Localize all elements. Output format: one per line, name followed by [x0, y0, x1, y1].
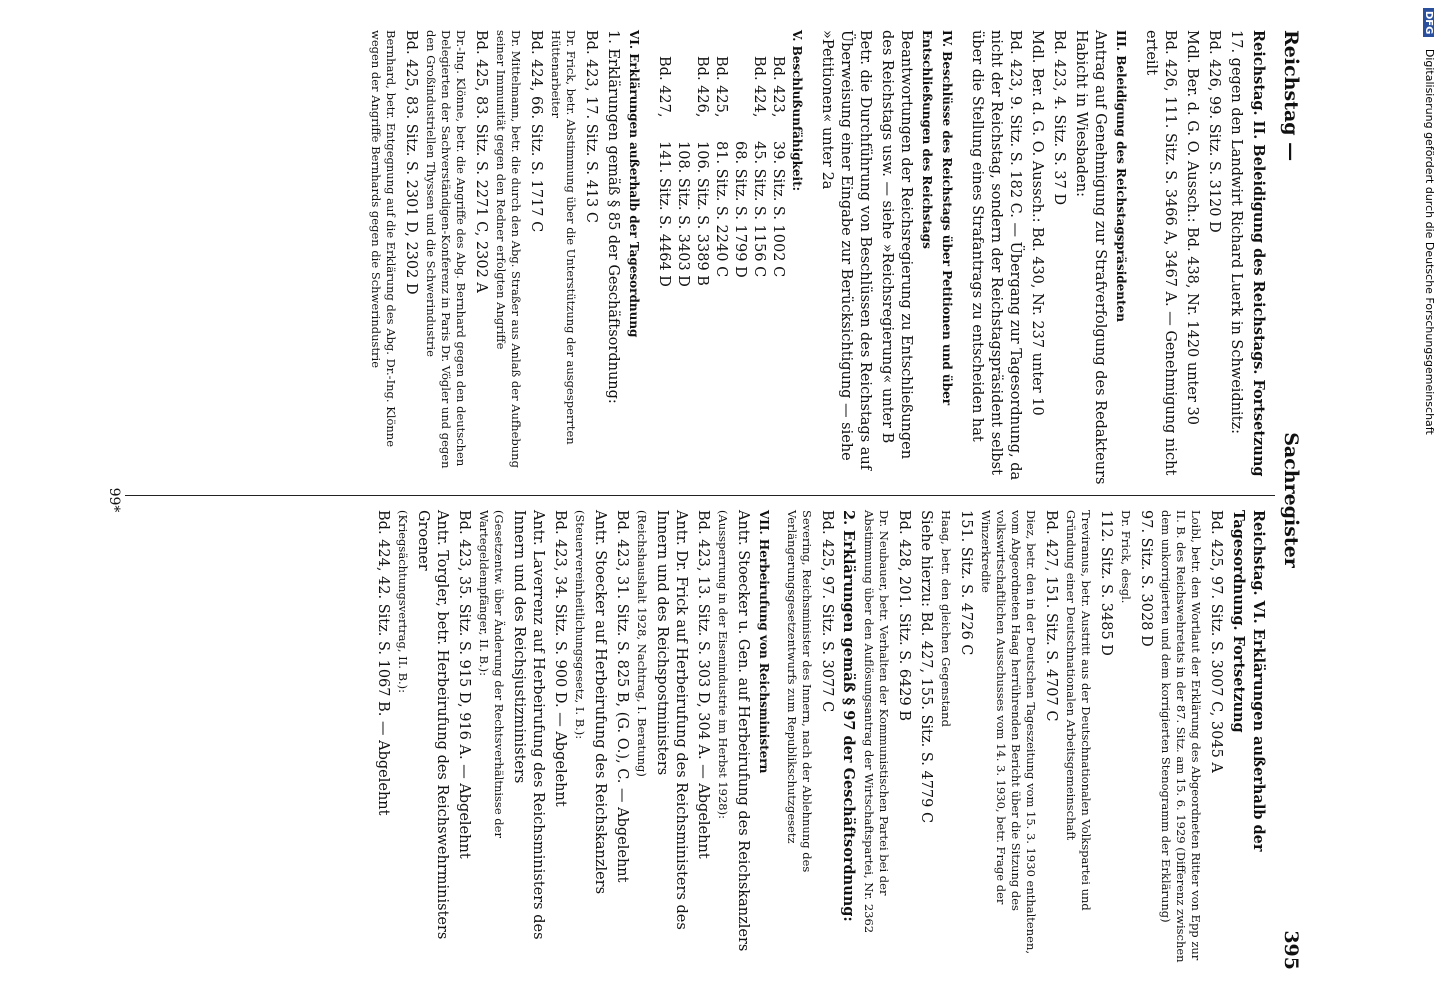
dfg-logo-icon: DFG: [1423, 8, 1434, 37]
entry-line: Bd. 428, 201. Sitz. S. 6429 B: [896, 510, 912, 722]
entry-line: 17. gegen den Landwirt Richard Luerk in Schweidnitz:: [1228, 30, 1244, 435]
subsection-heading: 2. Erklärungen gemäß § 97 der Geschäftsordnung:: [840, 510, 857, 922]
entry-line: Antr. Stoecker auf Herbeirufung des Reichskanzlers: [592, 510, 608, 895]
running-head: [1278, 30, 1302, 970]
entry-line: Bd. 423, 9. Sitz. S. 182 C. — Übergang zur Tagesordnung, da nicht der Reichstag, sondern der Reichstagspräsident selbst über die Stellung eines Strafantrags zu entscheiden hat: [969, 30, 1023, 481]
entry-line: Bd. 423, 35. Sitz. S. 915 D, 916 A. — Abgelehnt: [456, 510, 472, 859]
list-item: 108. Sitz. S. 3403 D: [675, 141, 691, 287]
entry-note: Severing, Reichsminister des Innern, nach der Ablehnung des Verlängerungsgesetzentwurfs zum Republikschutzgesetz: [785, 510, 814, 873]
rotated-page: [80, 0, 1310, 1000]
entry-note: Dr. Frick, desgl.: [1119, 510, 1133, 604]
page-number: 395: [1280, 930, 1302, 970]
list-item: Bd. 423, 39. Sitz. S. 1002 C: [770, 56, 786, 278]
entry-line: Antrag auf Genehmigung zur Strafverfolgung des Redakteurs Habicht in Wiesbaden:: [1073, 30, 1108, 485]
entry-note: Dr. Frick, betr. Abstimmung über die Unterstützung der ausgesperrten Hüttenarbeiter: [549, 30, 578, 445]
entry-line: Bd. 423, 34. Sitz. S. 900 D. — Abgelehnt: [552, 510, 568, 807]
left-column: [365, 30, 1270, 485]
entry-note: Haag, betr. den gleichen Gegenstand: [939, 510, 953, 727]
entry-line: Antr. Torgler, betr. Herbeirufung des Reichswehrministers Groener: [415, 510, 450, 940]
list-item: Bd. 427, 141. Sitz. S. 4464 D: [656, 56, 672, 287]
entry-line: 1. Erklärungen gemäß § 85 der Geschäftsordnung:: [605, 30, 621, 404]
list-item: 68. Sitz. S. 1799 D: [732, 141, 748, 278]
entry-line: Bd. 427, 151. Sitz. S. 4707 C: [1043, 510, 1059, 722]
entry-line: Bd. 425, 97. Sitz. S. 3007 C, 3045 A: [1208, 510, 1224, 773]
entry-line: Mdl. Ber. d. G. O. Aussch.: Bd. 430, Nr. 237 unter 10: [1029, 30, 1045, 416]
entry-line: Betr. die Durchführung von Beschlüssen des Reichstags auf Überweisung einer Eingabe zur Berücksichtigung — siehe »Petitionen« unter 2a: [819, 30, 873, 471]
entry-note: (Reichshaushalt 1928, Nachtrag, I. Beratung): [635, 510, 649, 777]
entry-line: 112. Sitz. S. 3485 D: [1098, 510, 1114, 656]
entry-note: Dr. Neubauer, betr. Verhalten der Kommunistischen Partei bei der Abstimmung über den Auflösungsantrag der Wirtschaftspartei, Nr. 2362: [862, 510, 891, 934]
list-item: Bd. 425, 81. Sitz. S. 2240 C: [713, 56, 729, 278]
entry-heading: Reichstag. VI. Erklärungen außerhalb der Tagesordnung. Fortsetzung: [1230, 510, 1267, 852]
entry-line: Antr. Laverrenz auf Herbeirufung des Reichsministers des Innern und des Reichsjustizministers: [511, 510, 546, 940]
entry-line: Bd. 423, 13. Sitz. S. 303 D, 304 A. — Abgelehnt: [695, 510, 711, 859]
entry-note: (Kriegsächtungsvertrag, II. B.):: [396, 510, 410, 694]
section-heading: VII. Herbeirufung von Reichsministern: [757, 510, 771, 774]
entry-heading: Reichstag. II. Beleidigung des Reichstags. Fortsetzung: [1250, 30, 1267, 477]
entry-line: Siehe hierzu: Bd. 427, 155. Sitz. S. 4779 C: [918, 510, 934, 824]
running-head-left: Reichstag —: [1280, 30, 1302, 162]
entry-line: Bd. 425, 83. Sitz. S. 2271 C, 2302 A: [473, 30, 489, 293]
entry-line: Bd. 424, 42. Sitz. S. 1067 B. — Abgelehnt: [375, 510, 391, 816]
entry-line: Bd. 426, 111. Sitz. S. 3466 A, 3467 A. — Genehmigung nicht erteilt: [1143, 30, 1178, 476]
section-heading: V. Beschlußunfähigkeit:: [790, 30, 804, 192]
dfg-credit-text: Digitalisierung gefördert durch die Deutsche Forschungsgemeinschaft: [1423, 48, 1436, 435]
entry-line: Antr. Dr. Frick auf Herbeirufung des Reichsministers des Innern und des Reichspostministers: [654, 510, 689, 930]
entry-line: Mdl. Ber. d. G. O. Aussch.: Bd. 438, Nr. 1420 unter 30: [1184, 30, 1200, 425]
entry-line: Bd. 423, 31. Sitz. S. 825 B, (G. O.), C. — Abgelehnt: [614, 510, 630, 883]
entry-note: (Steuervereinheitlichungsgesetz, I. B.):: [573, 510, 587, 740]
right-column: [370, 510, 1270, 965]
column-divider: [125, 495, 1275, 496]
signature-mark: 99*: [106, 487, 122, 513]
section-heading: IV. Beschlüsse des Reichstags über Petitionen und über Entschließungen des Reichstags: [920, 30, 954, 406]
entry-note: Loibl, betr. den Wortlaut der Erklärung des Abgeordneten Ritter von Epp zur II. B. des Reichswehretats in der 87. Sitz. am 15. 6. 1929 (Differenz zwischen dem unkorrigierten und dem korrigierten Stenogramm der Erklärung): [1159, 510, 1203, 963]
entry-note: (Gesetzentw. über Änderung der Rechtsverhältnisse der Wartegeldempfänger, II. B.):: [477, 510, 506, 838]
running-head-title: Sachregister: [1280, 432, 1302, 568]
entry-note: Bernhard, betr. Entgegnung auf die Erklärung des Abg. Dr.-Ing. Klönne wegen der Angriffe Bernhards gegen die Schwerindustrie: [369, 30, 398, 448]
entry-line: Bd. 423, 17. Sitz. S. 413 C: [583, 30, 599, 223]
entry-line: Beantwortungen der Reichsregierung zu Entschließungen des Reichstags usw. — siehe »Reichsregierung« unter B: [879, 30, 914, 460]
entry-line: Bd. 425, 83. Sitz. S. 2301 D, 2302 D: [403, 30, 419, 295]
list-item: Bd. 424, 45. Sitz. S. 1156 C: [751, 56, 767, 278]
section-heading: VI. Erklärungen außerhalb der Tagesordnung: [627, 30, 641, 338]
section-heading: III. Beleidigung des Reichstagspräsidenten: [1114, 30, 1128, 322]
dfg-credit-strip: [1412, 0, 1436, 1000]
entry-line: Bd. 426, 99. Sitz. S. 3120 D: [1206, 30, 1222, 233]
entry-line: Antr. Stoecker u. Gen. auf Herbeirufung des Reichskanzlers: [735, 510, 751, 952]
entry-line: Bd. 425, 97. Sitz. S. 3077 C: [819, 510, 835, 713]
beschlussunfaehigkeit-list: [654, 56, 787, 485]
entry-note: Dr.-Ing. Klönne, betr. die Angriffe des Abg. Bernhard gegen den deutschen Delegierten der Sachverständigen-Konferenz in Paris Dr. Vögler und gegen den Großindustriellen Thyssen und die Schwerindustrie: [424, 30, 468, 469]
entry-line: 151. Sitz. S. 4726 C: [958, 510, 974, 656]
entry-note: Treviranus, betr. Austritt aus der Deutschnationalen Volkspartei und Gründung einer Deutschnationalen Arbeitsgemeinschaft: [1064, 510, 1093, 911]
entry-line: 97. Sitz. S. 3028 D: [1138, 510, 1154, 647]
entry-note: Dr. Mittelmann, betr. die durch den Abg. Straßer aus Anlaß der Aufhebung seiner Immunität gegen den Redner erfolgten Angriffe: [494, 30, 523, 468]
register-page: [80, 0, 1310, 1000]
list-item: Bd. 426, 106. Sitz. S. 3389 B: [694, 56, 710, 286]
entry-note: Diez, betr. den in der Deutschen Tageszeitung vom 15. 3. 1930 enthaltenen, vom Abgeordneten Haag herrührenden Bericht über die Sitzung des volkswirtschaftlichen Ausschusses vom 14. 3. 1930, betr. Frage der Winzerkredite: [979, 510, 1038, 955]
entry-line: Bd. 423, 4. Sitz. S. 37 D: [1051, 30, 1067, 206]
entry-line: Bd. 424, 66. Sitz. S. 1717 C: [528, 30, 544, 233]
entry-note: (Aussperrung in der Eisenindustrie im Herbst 1928):: [716, 510, 730, 819]
